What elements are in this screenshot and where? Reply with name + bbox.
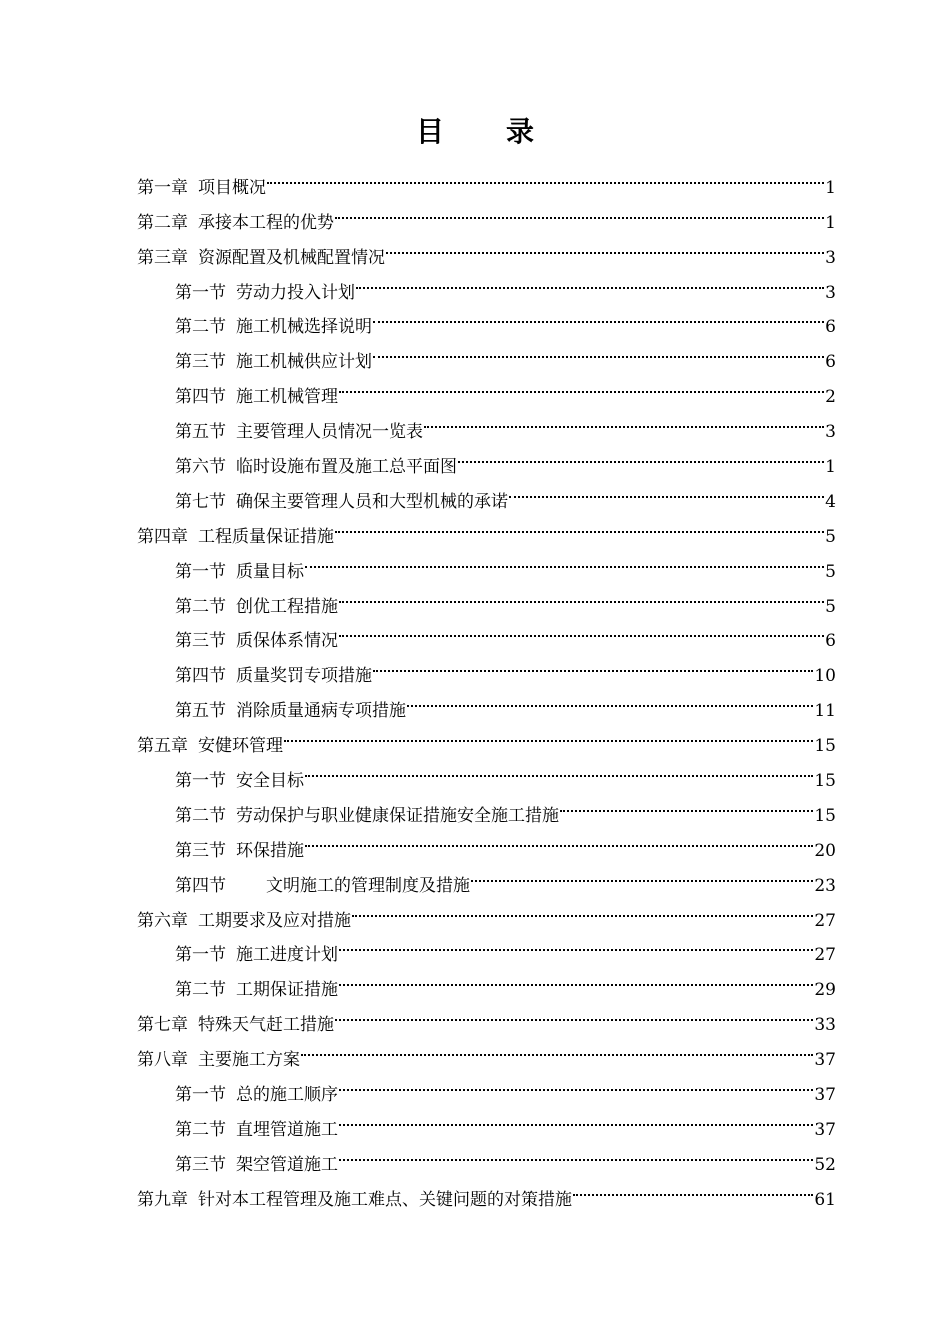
toc-page-number: 61 (814, 1189, 836, 1210)
toc-dot-leader (305, 542, 824, 577)
toc-entry-number: 第二节 (175, 317, 226, 338)
toc-entry-title: 质保体系情况 (236, 631, 338, 652)
toc-page-number: 52 (814, 1154, 836, 1175)
toc-entry-title: 资源配置及机械配置情况 (198, 247, 385, 268)
toc-dot-leader (305, 821, 813, 856)
toc-entry-number: 第一节 (175, 282, 226, 303)
toc-page-number: 3 (825, 282, 836, 303)
toc-dot-leader (560, 786, 813, 821)
toc-entry-title: 施工进度计划 (236, 945, 338, 966)
toc-page-number: 10 (814, 666, 836, 687)
toc-entry-number: 第二节 (175, 1119, 226, 1140)
toc-entry-title: 文明施工的管理制度及措施 (266, 875, 470, 896)
toc-dot-leader (339, 926, 813, 961)
toc-dot-leader (339, 1065, 813, 1100)
toc-entry-number: 第七章 (137, 1015, 188, 1036)
toc-page-number: 1 (825, 212, 836, 233)
toc-entry-number: 第七节 (175, 491, 226, 512)
toc-page-number: 37 (814, 1085, 836, 1106)
toc-page-number: 27 (814, 945, 836, 966)
toc-entry-number: 第六章 (137, 910, 188, 931)
toc-dot-leader (335, 193, 824, 228)
toc-entry-label (175, 659, 372, 694)
toc-entry-title: 主要管理人员情况一览表 (236, 422, 423, 443)
toc-dot-leader (305, 751, 813, 786)
toc-entry-label (175, 590, 338, 625)
toc-dot-leader (301, 1030, 813, 1065)
toc-entry-number: 第五节 (175, 701, 226, 722)
toc-page-number: 15 (814, 805, 836, 826)
toc-entry-number: 第一节 (175, 945, 226, 966)
toc-page-number: 3 (825, 247, 836, 268)
toc-entry-title: 质量奖罚专项措施 (236, 666, 372, 687)
toc-dot-leader (352, 891, 813, 926)
toc-page-number: 15 (814, 771, 836, 792)
toc-entry-title: 项目概况 (198, 177, 266, 198)
toc-entry-label (175, 1148, 338, 1183)
toc-page-number: 6 (825, 631, 836, 652)
toc-page-number: 33 (814, 1015, 836, 1036)
toc-page-number: 6 (825, 352, 836, 373)
toc-dot-leader (339, 1100, 813, 1135)
toc-page-number: 29 (814, 980, 836, 1001)
toc-entry-number: 第九章 (137, 1189, 188, 1210)
toc-dot-leader (335, 995, 813, 1030)
toc-entry-label (137, 904, 351, 939)
toc-entry-title: 劳动保护与职业健康保证措施安全施工措施 (236, 805, 559, 826)
toc-entry-title: 临时设施布置及施工总平面图 (236, 457, 457, 478)
toc-entry-title: 工期保证措施 (236, 980, 338, 1001)
toc-entry-title: 质量目标 (236, 561, 304, 582)
toc-page-number: 5 (825, 596, 836, 617)
toc-dot-leader (386, 228, 824, 263)
toc-dot-leader (458, 437, 824, 472)
toc-entry-label (137, 206, 334, 241)
toc-page-number: 5 (825, 561, 836, 582)
toc-entry-number: 第一节 (175, 561, 226, 582)
table-of-contents (137, 158, 836, 1210)
toc-entry-number: 第四节 (175, 666, 226, 687)
toc-entry-number: 第四节 (175, 875, 226, 896)
toc-dot-leader (339, 960, 813, 995)
toc-entry-number: 第五节 (175, 422, 226, 443)
toc-entry-number: 第三节 (175, 1154, 226, 1175)
toc-page-number: 23 (814, 875, 836, 896)
toc-entry-label (175, 450, 457, 485)
toc-entry-label (175, 938, 338, 973)
toc-dot-leader (339, 612, 824, 647)
toc-entry-label (175, 555, 304, 590)
toc-dot-leader (284, 716, 813, 751)
toc-entry-title: 施工机械选择说明 (236, 317, 372, 338)
toc-entry-title: 特殊天气赶工措施 (198, 1015, 334, 1036)
toc-entry-number: 第三节 (175, 840, 226, 861)
toc-entry-label (175, 764, 304, 799)
toc-entry-label (175, 973, 338, 1008)
toc-page-number: 4 (825, 491, 836, 512)
toc-page-number: 37 (814, 1119, 836, 1140)
toc-entry-label (137, 729, 283, 764)
toc-entry-number: 第三节 (175, 631, 226, 652)
toc-entry-title: 主要施工方案 (198, 1050, 300, 1071)
toc-dot-leader (356, 263, 824, 298)
toc-title-char-2: 录 (506, 115, 535, 148)
toc-entry-title: 承接本工程的优势 (198, 212, 334, 233)
toc-entry-number: 第一章 (137, 177, 188, 198)
toc-entry-label (175, 1113, 338, 1148)
toc-entry-number: 第六节 (175, 457, 226, 478)
toc-page-number: 11 (814, 701, 836, 722)
toc-entry-title: 确保主要管理人员和大型机械的承诺 (236, 491, 508, 512)
toc-title-char-1: 目 (415, 115, 444, 148)
toc-entry-number: 第四节 (175, 387, 226, 408)
toc-title (0, 112, 950, 152)
toc-dot-leader (339, 577, 824, 612)
toc-entry-label (175, 1078, 338, 1113)
toc-entry-title: 安全目标 (236, 771, 304, 792)
toc-chapter-entry[interactable] (137, 158, 836, 198)
toc-entry-title: 施工机械供应计划 (236, 352, 372, 373)
toc-entry-number: 第五章 (137, 736, 188, 757)
toc-entry-number: 第二节 (175, 596, 226, 617)
toc-entry-label (137, 171, 266, 206)
toc-entry-title: 针对本工程管理及施工难点、关键问题的对策措施 (198, 1189, 572, 1210)
toc-entry-label (137, 241, 385, 276)
toc-dot-leader (407, 681, 813, 716)
toc-page-number: 2 (825, 387, 836, 408)
toc-entry-number: 第八章 (137, 1050, 188, 1071)
toc-page-number: 3 (825, 422, 836, 443)
toc-dot-leader (471, 856, 813, 891)
toc-entry-title: 直埋管道施工 (236, 1119, 338, 1140)
toc-dot-leader (339, 1135, 813, 1170)
toc-entry-label (175, 380, 338, 415)
toc-page-number: 5 (825, 526, 836, 547)
toc-entry-label (175, 276, 355, 311)
toc-entry-number: 第二节 (175, 980, 226, 1001)
toc-entry-title: 工期要求及应对措施 (198, 910, 351, 931)
toc-page-number: 27 (814, 910, 836, 931)
toc-entry-title: 劳动力投入计划 (236, 282, 355, 303)
toc-dot-leader (267, 158, 824, 193)
toc-page-number: 15 (814, 736, 836, 757)
toc-entry-title: 施工机械管理 (236, 387, 338, 408)
toc-entry-number: 第三节 (175, 352, 226, 373)
toc-dot-leader (335, 507, 824, 542)
toc-entry-label (175, 624, 338, 659)
toc-entry-number: 第二章 (137, 212, 188, 233)
toc-dot-leader (373, 332, 824, 367)
toc-entry-label (175, 310, 372, 345)
toc-entry-label (137, 1183, 572, 1218)
toc-entry-label (137, 1043, 300, 1078)
toc-entry-title: 总的施工顺序 (236, 1085, 338, 1106)
toc-entry-label (175, 415, 423, 450)
toc-entry-number: 第四章 (137, 526, 188, 547)
toc-dot-leader (373, 298, 824, 333)
toc-entry-title: 创优工程措施 (236, 596, 338, 617)
toc-entry-number: 第一节 (175, 1085, 226, 1106)
toc-page-number: 6 (825, 317, 836, 338)
toc-page-number: 1 (825, 457, 836, 478)
toc-dot-leader (509, 472, 824, 507)
toc-entry-label (175, 834, 304, 869)
toc-entry-title: 环保措施 (236, 840, 304, 861)
toc-dot-leader (373, 646, 813, 681)
toc-entry-title: 消除质量通病专项措施 (236, 701, 406, 722)
toc-page-number: 20 (814, 840, 836, 861)
toc-entry-number: 第一节 (175, 771, 226, 792)
toc-dot-leader (424, 402, 824, 437)
toc-dot-leader (339, 367, 824, 402)
toc-entry-title: 架空管道施工 (236, 1154, 338, 1175)
toc-entry-title: 安健环管理 (198, 736, 283, 757)
toc-entry-number: 第二节 (175, 805, 226, 826)
toc-entry-number: 第三章 (137, 247, 188, 268)
toc-page-number: 37 (814, 1050, 836, 1071)
toc-page-number: 1 (825, 177, 836, 198)
toc-entry-title: 工程质量保证措施 (198, 526, 334, 547)
toc-dot-leader (573, 1170, 813, 1205)
